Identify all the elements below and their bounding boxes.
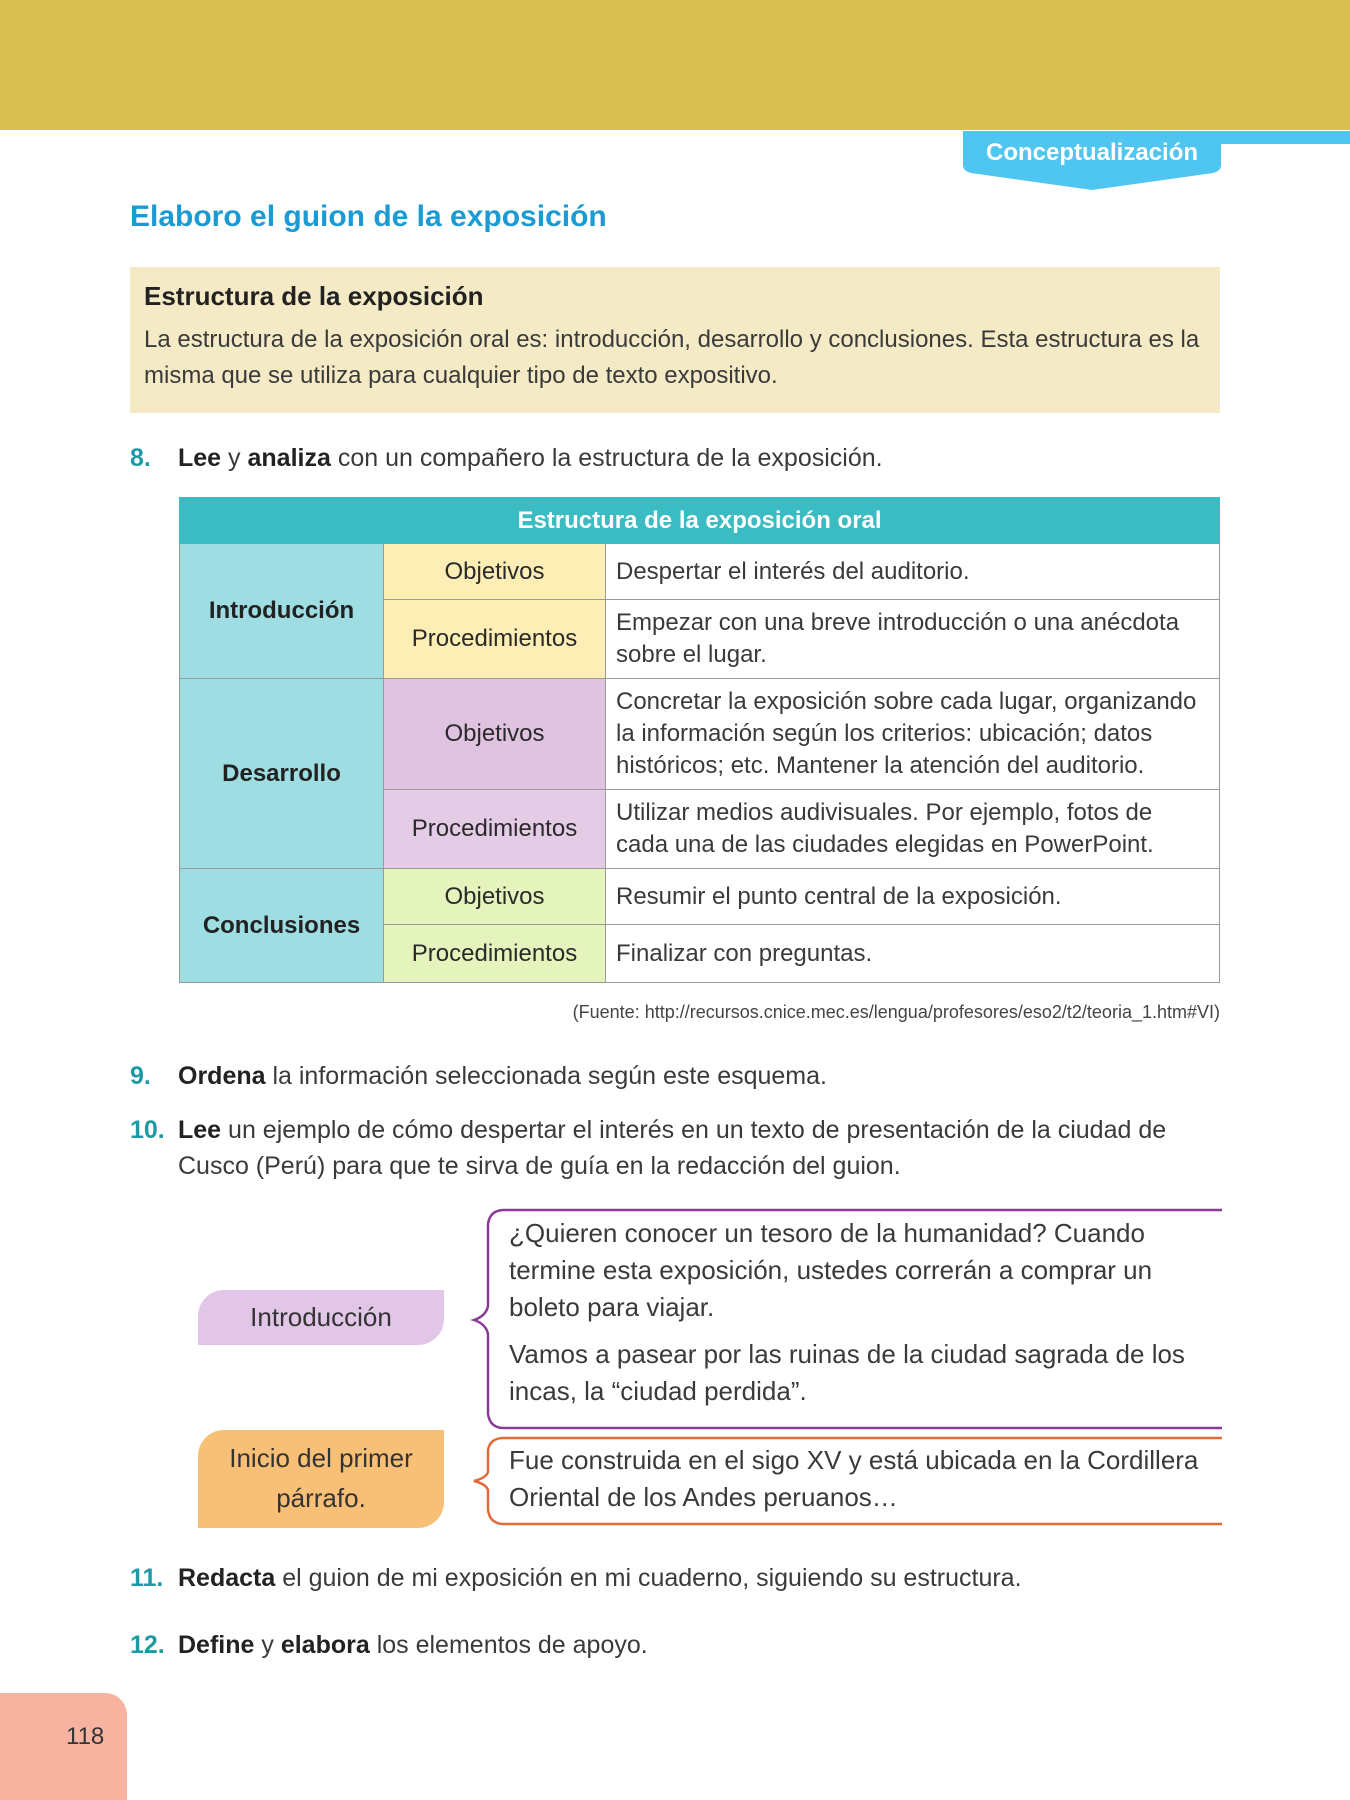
table-header-row xyxy=(180,498,1220,544)
first-paragraph-label-line2: párrafo. xyxy=(276,1483,366,1513)
first-paragraph-label xyxy=(198,1430,444,1528)
activity-item-9 xyxy=(130,1058,827,1094)
section-desarrollo: Desarrollo xyxy=(180,679,384,869)
row-label: Procedimientos xyxy=(384,600,606,679)
top-color-band xyxy=(0,0,1350,130)
intro-label: Introducción xyxy=(198,1290,444,1345)
row-text: Concretar la exposición sobre cada lugar, organizando la información según los criterios: ubicación; datos históricos; etc. Mantener la atención del auditorio. xyxy=(606,679,1220,790)
info-box-text: La estructura de la exposición oral es: introducción, desarrollo y conclusiones. Esta estructura es la misma que se utiliza para cualquier tipo de texto expositivo. xyxy=(144,326,1200,389)
first-paragraph-label-line1: Inicio del primer xyxy=(229,1443,413,1473)
item-text-segment: los elementos de apoyo. xyxy=(369,1631,648,1659)
first-paragraph-text: Fue construida en el sigo XV y está ubicada en la Cordillera Oriental de los Andes peruanos… xyxy=(509,1445,1199,1512)
section-introduccion: Introducción xyxy=(180,544,384,679)
item-number: 11. xyxy=(130,1564,164,1592)
row-label: Objetivos xyxy=(384,544,606,600)
page-number: 118 xyxy=(66,1723,105,1750)
item-text-line2: Cusco (Perú) para que te sirva de guía en la redacción del guion. xyxy=(178,1152,901,1180)
item-text-segment: y xyxy=(221,444,248,472)
row-text: Empezar con una breve introducción o una anécdota sobre el lugar. xyxy=(606,600,1220,679)
item-keyword: analiza xyxy=(247,444,331,472)
row-label: Objetivos xyxy=(384,869,606,925)
row-label: Procedimientos xyxy=(384,925,606,983)
item-number: 8. xyxy=(130,444,151,472)
activity-item-12 xyxy=(130,1627,648,1663)
row-text: Resumir el punto central de la exposición. xyxy=(606,869,1220,925)
info-box-title: Estructura de la exposición xyxy=(144,281,484,311)
item-text xyxy=(178,1564,1022,1592)
intro-paragraph: Vamos a pasear por las ruinas de la ciudad sagrada de los incas, la “ciudad perdida”. xyxy=(509,1339,1185,1406)
info-box xyxy=(130,267,1220,413)
item-text-segment: un ejemplo de cómo despertar el interés en un texto de presentación de la ciudad de xyxy=(221,1116,1167,1144)
item-text-segment: la información seleccionada según este esquema. xyxy=(265,1062,827,1090)
intro-paragraph: ¿Quieren conocer un tesoro de la humanidad? Cuando termine esta exposición, ustedes correrán a comprar un boleto para viajar. xyxy=(509,1218,1153,1322)
section-tab-label: Conceptualización xyxy=(985,139,1199,166)
row-text: Despertar el interés del auditorio. xyxy=(606,544,1220,600)
item-keyword: elabora xyxy=(280,1631,370,1659)
item-text-segment: el guion de mi exposición en mi cuaderno, siguiendo su estructura. xyxy=(275,1564,1022,1592)
structure-table xyxy=(179,497,1220,983)
row-text: Finalizar con preguntas. xyxy=(606,925,1220,983)
activity-item-8 xyxy=(130,440,883,476)
row-label: Procedimientos xyxy=(384,790,606,869)
item-text xyxy=(178,444,883,472)
table-row xyxy=(180,869,1220,925)
table-title: Estructura de la exposición oral xyxy=(180,498,1220,544)
section-tab xyxy=(963,131,1221,190)
item-number: 10. xyxy=(130,1116,165,1144)
row-label: Objetivos xyxy=(384,679,606,790)
table-row xyxy=(180,544,1220,600)
intro-text xyxy=(509,1215,1209,1410)
item-keyword: Lee xyxy=(178,1116,222,1144)
item-text xyxy=(178,1062,827,1090)
table-source: (Fuente: http://recursos.cnice.mec.es/lengua/profesores/eso2/t2/teoria_1.htm#VI) xyxy=(572,1002,1220,1022)
item-text-segment: y xyxy=(254,1631,281,1659)
item-number: 9. xyxy=(130,1062,151,1090)
item-keyword: Redacta xyxy=(178,1564,276,1592)
activity-item-11 xyxy=(130,1560,1022,1596)
table-row xyxy=(180,679,1220,790)
item-keyword: Lee xyxy=(178,444,222,472)
item-text xyxy=(178,1631,648,1659)
page-number-tab xyxy=(0,1693,127,1800)
item-keyword: Define xyxy=(178,1631,255,1659)
item-number: 12. xyxy=(130,1631,165,1659)
item-text xyxy=(178,1116,1166,1144)
row-text: Utilizar medios audivisuales. Por ejemplo, fotos de cada una de las ciudades elegidas en PowerPoint. xyxy=(606,790,1220,869)
item-text-segment: con un compañero la estructura de la exposición. xyxy=(330,444,883,472)
section-conclusiones: Conclusiones xyxy=(180,869,384,983)
item-keyword: Ordena xyxy=(178,1062,266,1090)
page-title: Elaboro el guion de la exposición xyxy=(130,200,607,233)
activity-item-10 xyxy=(130,1112,1166,1184)
